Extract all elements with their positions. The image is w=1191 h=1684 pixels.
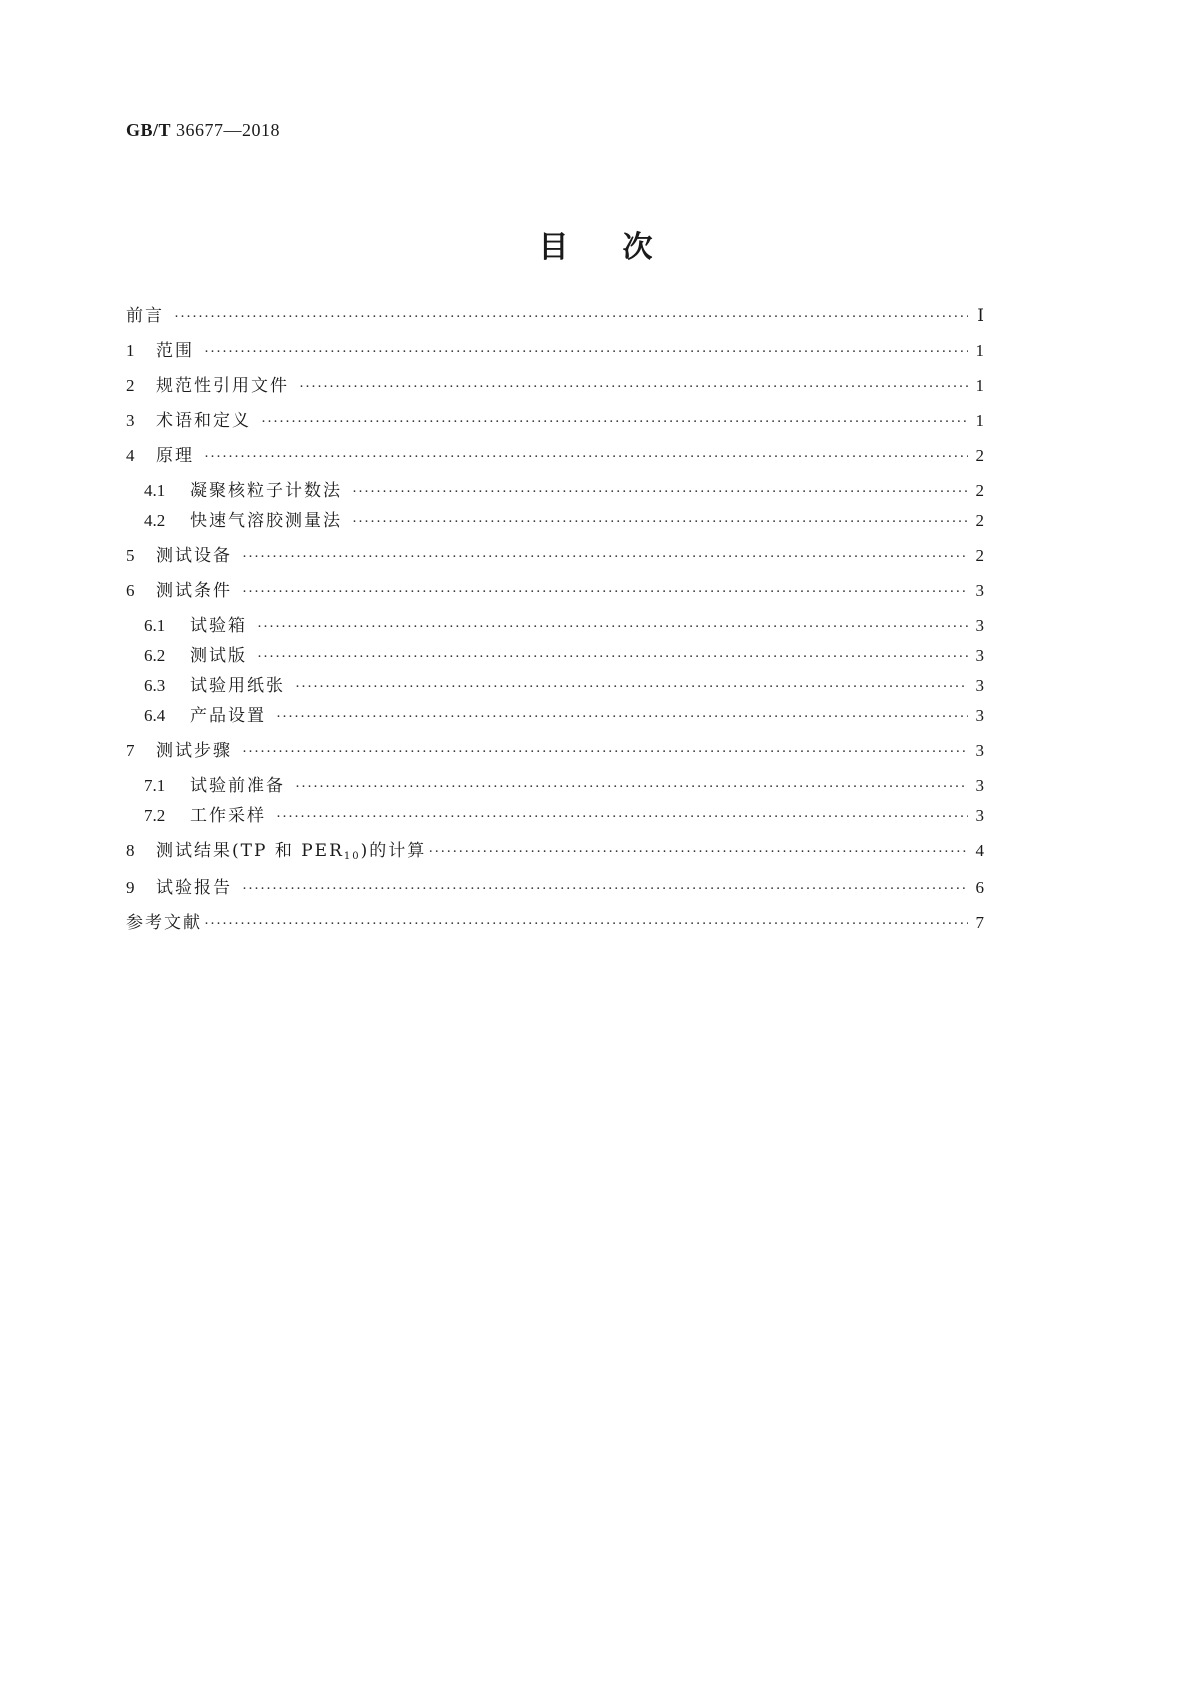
toc-entry-text: 范围 <box>156 341 194 361</box>
toc-entry-references[interactable] <box>126 909 984 938</box>
dot-leader <box>352 508 968 536</box>
toc-entry-number: 2 <box>126 376 135 395</box>
dot-leader <box>352 478 968 506</box>
toc-entry-number: 7 <box>126 741 135 760</box>
dot-leader <box>174 303 968 331</box>
toc-entry-text: 试验报告 <box>156 878 232 898</box>
toc-entry-text: 产品设置 <box>190 706 266 726</box>
toc-entry-text: 试验用纸张 <box>190 676 285 696</box>
toc-entry-number: 1 <box>126 341 135 360</box>
toc-entry-foreword[interactable] <box>126 302 984 331</box>
dot-leader <box>428 838 968 866</box>
dot-leader <box>242 875 968 903</box>
toc-entry-6[interactable] <box>126 577 984 606</box>
toc-page-number: 2 <box>975 481 984 500</box>
toc-entry-text: 测试步骤 <box>156 741 232 761</box>
dot-leader <box>204 910 968 938</box>
toc-entry-1[interactable] <box>126 337 984 366</box>
dot-leader <box>295 673 968 701</box>
standard-number: 36677—2018 <box>176 120 281 140</box>
dot-leader <box>242 578 968 606</box>
toc-entry-7-1[interactable] <box>126 772 984 801</box>
dot-leader <box>242 543 968 571</box>
document-code <box>126 120 280 141</box>
toc-page-number: 3 <box>975 741 984 760</box>
toc-page-number: 3 <box>975 616 984 635</box>
toc-entry-text: 参考文献 <box>126 913 202 933</box>
toc-page-number: 2 <box>975 546 984 565</box>
toc-entry-number: 5 <box>126 546 135 565</box>
toc-page-number: 1 <box>975 376 984 395</box>
standard-prefix: GB/T <box>126 120 172 140</box>
dot-leader <box>276 703 968 731</box>
toc-entry-text: 前言 <box>126 306 164 326</box>
toc-page-number: 3 <box>975 806 984 825</box>
toc-page-number: 7 <box>975 913 984 932</box>
dot-leader <box>295 773 968 801</box>
toc-entry-text: 凝聚核粒子计数法 <box>190 481 342 501</box>
dot-leader <box>242 738 968 766</box>
toc-entry-number: 4.1 <box>144 481 166 500</box>
dot-leader <box>257 643 968 671</box>
toc-entry-text: 测试条件 <box>156 581 232 601</box>
toc-page-number: Ⅰ <box>977 306 984 325</box>
toc-page-number: 3 <box>975 776 984 795</box>
toc-entry-7-2[interactable] <box>126 802 984 831</box>
toc-entry-6-2[interactable] <box>126 642 984 671</box>
toc-page-number: 3 <box>975 676 984 695</box>
toc-entry-9[interactable] <box>126 874 984 903</box>
toc-entry-number: 7.1 <box>144 776 166 795</box>
toc-page-number: 3 <box>975 581 984 600</box>
toc-page-number: 4 <box>975 841 984 860</box>
toc-entry-number: 6.1 <box>144 616 166 635</box>
toc-entry-number: 6.2 <box>144 646 166 665</box>
toc-entry-text: 试验箱 <box>190 616 247 636</box>
dot-leader <box>299 373 968 401</box>
toc-entry-text: 术语和定义 <box>156 411 251 431</box>
toc-entry-8[interactable] <box>126 837 984 868</box>
toc-entry-text: 快速气溶胶测量法 <box>190 511 342 531</box>
toc-entry-2[interactable] <box>126 372 984 401</box>
toc-page-number: 6 <box>975 878 984 897</box>
dot-leader <box>261 408 968 436</box>
table-of-contents <box>126 302 984 938</box>
toc-entry-number: 4.2 <box>144 511 166 530</box>
toc-entry-5[interactable] <box>126 542 984 571</box>
toc-entry-number: 3 <box>126 411 135 430</box>
toc-entry-number: 9 <box>126 878 135 897</box>
toc-entry-number: 7.2 <box>144 806 166 825</box>
dot-leader <box>276 803 968 831</box>
toc-entry-7[interactable] <box>126 737 984 766</box>
toc-entry-6-1[interactable] <box>126 612 984 641</box>
toc-entry-text: 规范性引用文件 <box>156 376 289 396</box>
toc-entry-text: 工作采样 <box>190 806 266 826</box>
page-title: 目次 <box>538 230 707 265</box>
subscript-10: 10 <box>343 851 361 862</box>
toc-entry-number: 6.3 <box>144 676 166 695</box>
toc-page-number: 1 <box>975 411 984 430</box>
toc-page-number: 2 <box>975 511 984 530</box>
dot-leader <box>204 338 968 366</box>
toc-entry-text: 测试版 <box>190 646 247 666</box>
toc-entry-6-3[interactable] <box>126 672 984 701</box>
toc-entry-text: 试验前准备 <box>190 776 285 796</box>
toc-entry-text: 测试设备 <box>156 546 232 566</box>
toc-entry-number: 4 <box>126 446 135 465</box>
toc-page-number: 3 <box>975 646 984 665</box>
toc-page-number: 1 <box>975 341 984 360</box>
toc-entry-4[interactable] <box>126 442 984 471</box>
toc-entry-4-2[interactable] <box>126 507 984 536</box>
dot-leader <box>204 443 968 471</box>
toc-entry-6-4[interactable] <box>126 702 984 731</box>
toc-page-number: 2 <box>975 446 984 465</box>
toc-entry-number: 6 <box>126 581 135 600</box>
toc-entry-number: 6.4 <box>144 706 166 725</box>
toc-page-number: 3 <box>975 706 984 725</box>
toc-entry-text: 测试结果(TP 和 PER10)的计算 <box>156 841 427 862</box>
toc-entry-4-1[interactable] <box>126 477 984 506</box>
dot-leader <box>257 613 968 641</box>
toc-entry-text: 原理 <box>156 446 194 466</box>
toc-entry-3[interactable] <box>126 407 984 436</box>
toc-entry-number: 8 <box>126 841 135 860</box>
